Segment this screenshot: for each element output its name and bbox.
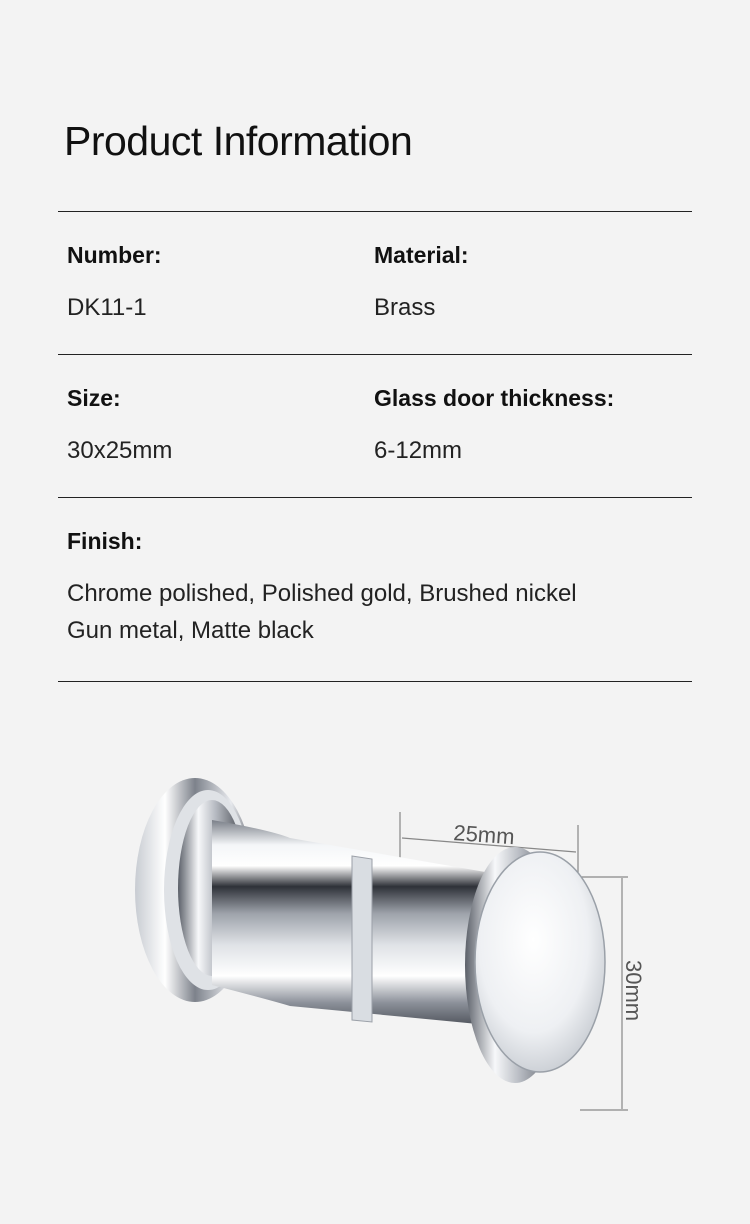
finish-label: Finish:: [67, 528, 143, 554]
size-label: Size:: [67, 385, 121, 411]
finish-value: [67, 575, 707, 649]
finish-line: Chrome polished, Polished gold, Brushed nickel: [67, 580, 577, 607]
page-title: Product Information: [64, 118, 413, 164]
divider: [58, 681, 692, 682]
material-value: Brass: [374, 294, 436, 321]
finish-line: Gun metal, Matte black: [67, 617, 314, 644]
divider: [58, 497, 692, 498]
material-label: Material:: [374, 242, 469, 268]
right-cap: [465, 847, 605, 1083]
glass-thickness-label: Glass door thickness:: [374, 385, 615, 411]
divider: [58, 211, 692, 212]
height-dimension-label: 30mm: [621, 960, 646, 1022]
number-value: DK11-1: [67, 294, 147, 321]
number-label: Number:: [67, 242, 162, 268]
divider: [58, 354, 692, 355]
width-dimension-label: 25mm: [452, 820, 516, 850]
product-image: [120, 760, 660, 1140]
glass-thickness-value: 6-12mm: [374, 437, 463, 464]
size-value: 30x25mm: [67, 437, 173, 464]
washer-ring: [352, 856, 372, 1022]
